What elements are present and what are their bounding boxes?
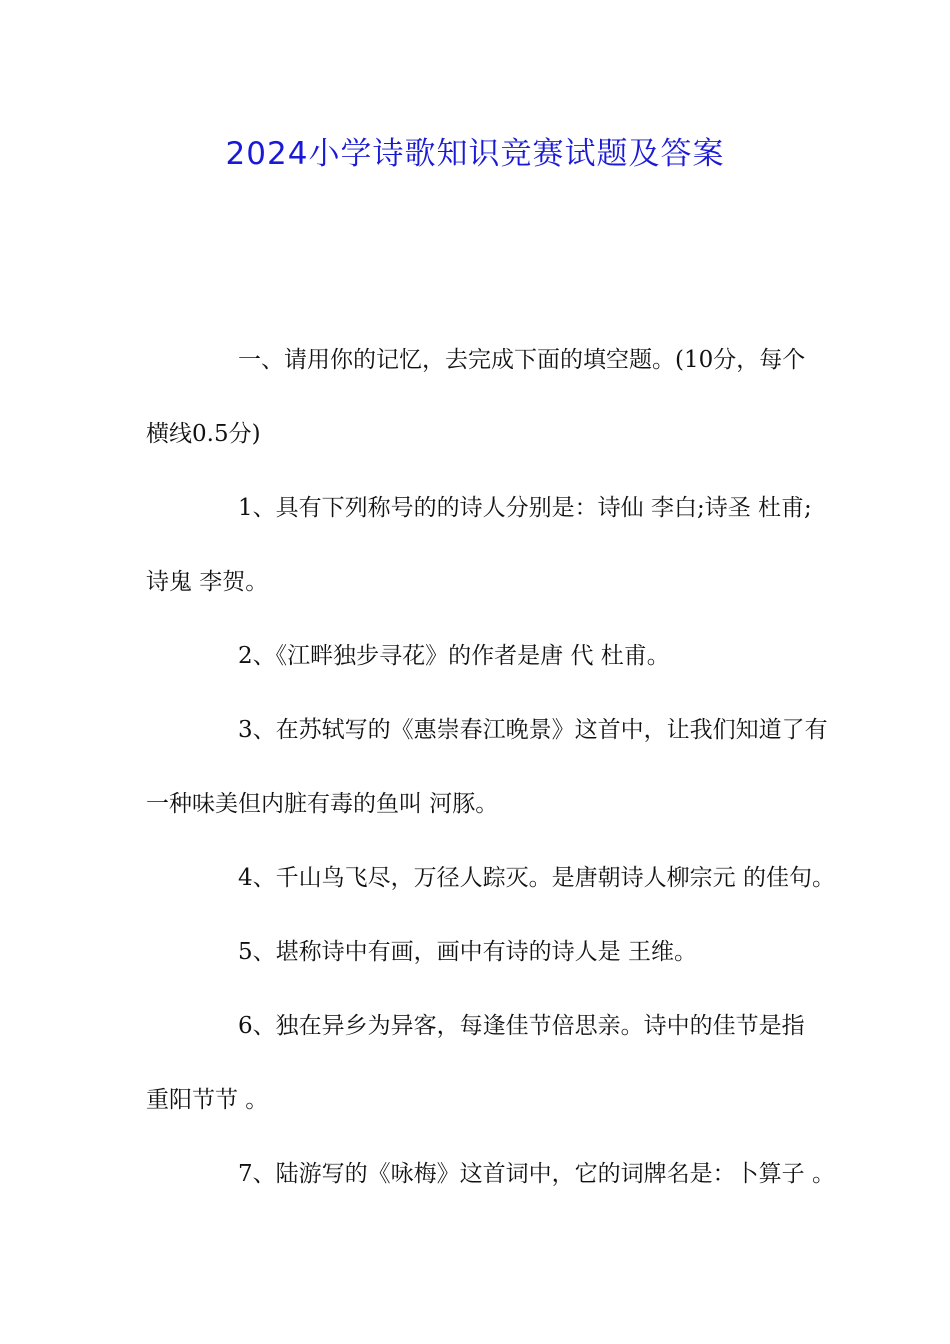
paragraph-line: 2、《江畔独步寻花》的作者是唐 代 杜甫。 bbox=[238, 643, 670, 669]
question-3 bbox=[146, 693, 828, 841]
paragraph-line: 重阳节节 。 bbox=[146, 1087, 269, 1113]
paragraph-line: 横线0.5分) bbox=[146, 421, 261, 447]
question-7 bbox=[146, 1137, 835, 1211]
paragraph-line: 4、千山鸟飞尽，万径人踪灭。是唐朝诗人柳宗元 的佳句。 bbox=[238, 865, 835, 891]
question-6 bbox=[146, 989, 806, 1137]
question-5 bbox=[146, 915, 806, 989]
paragraph-line: 3、在苏轼写的《惠崇春江晚景》这首中，让我们知道了有 bbox=[238, 717, 828, 743]
paragraph-line: 1、具有下列称号的的诗人分别是：诗仙 李白;诗圣 杜甫; bbox=[238, 495, 812, 521]
paragraph-line: 6、独在异乡为异客，每逢佳节倍思亲。诗中的佳节是指 bbox=[238, 1013, 805, 1039]
paragraph-line: 一、请用你的记忆，去完成下面的填空题。(10分，每个 bbox=[238, 347, 806, 373]
document-title: 2024小学诗歌知识竞赛试题及答案 bbox=[225, 136, 725, 172]
section-one-instruction bbox=[146, 323, 806, 471]
paragraph-line: 一种味美但内脏有毒的鱼叫 河豚。 bbox=[146, 791, 499, 817]
question-2 bbox=[146, 619, 806, 693]
question-1 bbox=[146, 471, 812, 619]
paragraph-line: 7、陆游写的《咏梅》这首词中，它的词牌名是：卜算子 。 bbox=[238, 1161, 835, 1187]
question-4 bbox=[146, 841, 835, 915]
paragraph-line: 5、堪称诗中有画，画中有诗的诗人是 王维。 bbox=[238, 939, 697, 965]
paragraph-line: 诗鬼 李贺。 bbox=[146, 569, 269, 595]
